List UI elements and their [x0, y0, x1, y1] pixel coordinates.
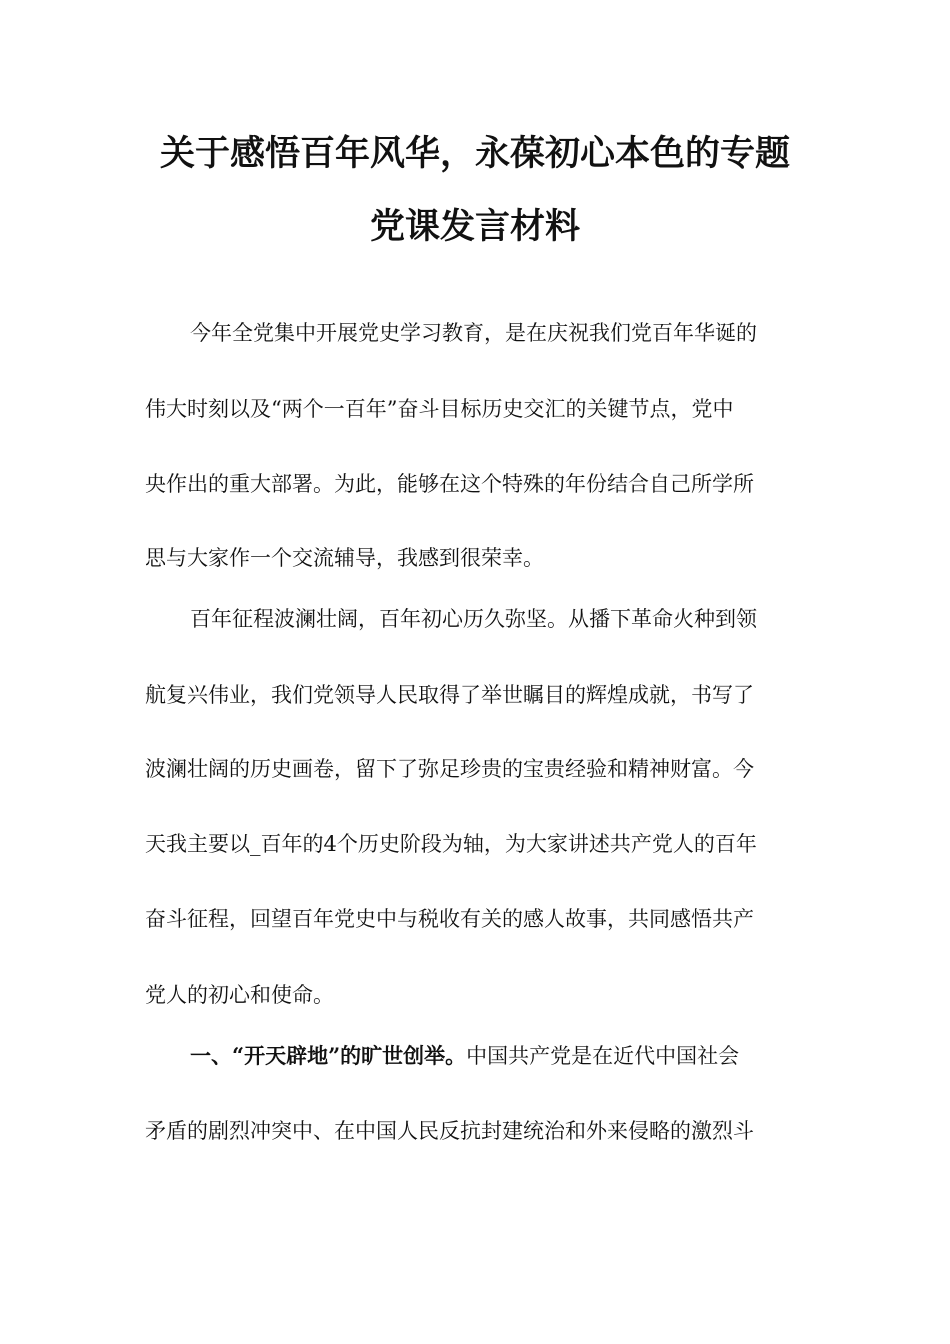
paragraph-2-line-3: 波澜壮阔的历史画卷，留下了弥足珍贵的宝贵经验和精神财富。今 [145, 757, 754, 781]
paragraph-1-line-3: 央作出的重大部署。为此，能够在这个特殊的年份结合自己所学所 [145, 472, 754, 496]
document-title-line-1: 关于感悟百年风华，永葆初心本色的专题 [159, 133, 790, 174]
paragraph-1-line-1: 今年全党集中开展党史学习教育，是在庆祝我们党百年华诞的 [190, 321, 757, 345]
paragraph-2-line-4: 天我主要以_百年的4个历史阶段为轴，为大家讲述共产党人的百年 [145, 832, 757, 856]
paragraph-1-line-2: 伟大时刻以及“两个一百年”奋斗目标历史交汇的关键节点，党中 [145, 397, 734, 421]
document-title-line-2: 党课发言材料 [369, 206, 580, 247]
paragraph-2-line-5: 奋斗征程，回望百年党史中与税收有关的感人故事，共同感悟共产 [145, 907, 754, 931]
section-heading-1: 一、“开天辟地”的旷世创举。 [190, 1043, 467, 1068]
paragraph-2-line-1: 百年征程波澜壮阔，百年初心历久弥坚。从播下革命火种到领 [190, 607, 757, 631]
paragraph-2-line-2: 航复兴伟业，我们党领导人民取得了举世瞩目的辉煌成就，书写了 [145, 683, 754, 707]
paragraph-2-line-6: 党人的初心和使命。 [145, 983, 334, 1007]
paragraph-3-line-1-rest: 中国共产党是在近代中国社会 [466, 1044, 740, 1068]
paragraph-3-line-2: 矛盾的剧烈冲突中、在中国人民反抗封建统治和外来侵略的激烈斗 [145, 1119, 754, 1143]
paragraph-3-line-1 [190, 1041, 850, 1071]
paragraph-1-line-4: 思与大家作一个交流辅导，我感到很荣幸。 [145, 546, 544, 570]
